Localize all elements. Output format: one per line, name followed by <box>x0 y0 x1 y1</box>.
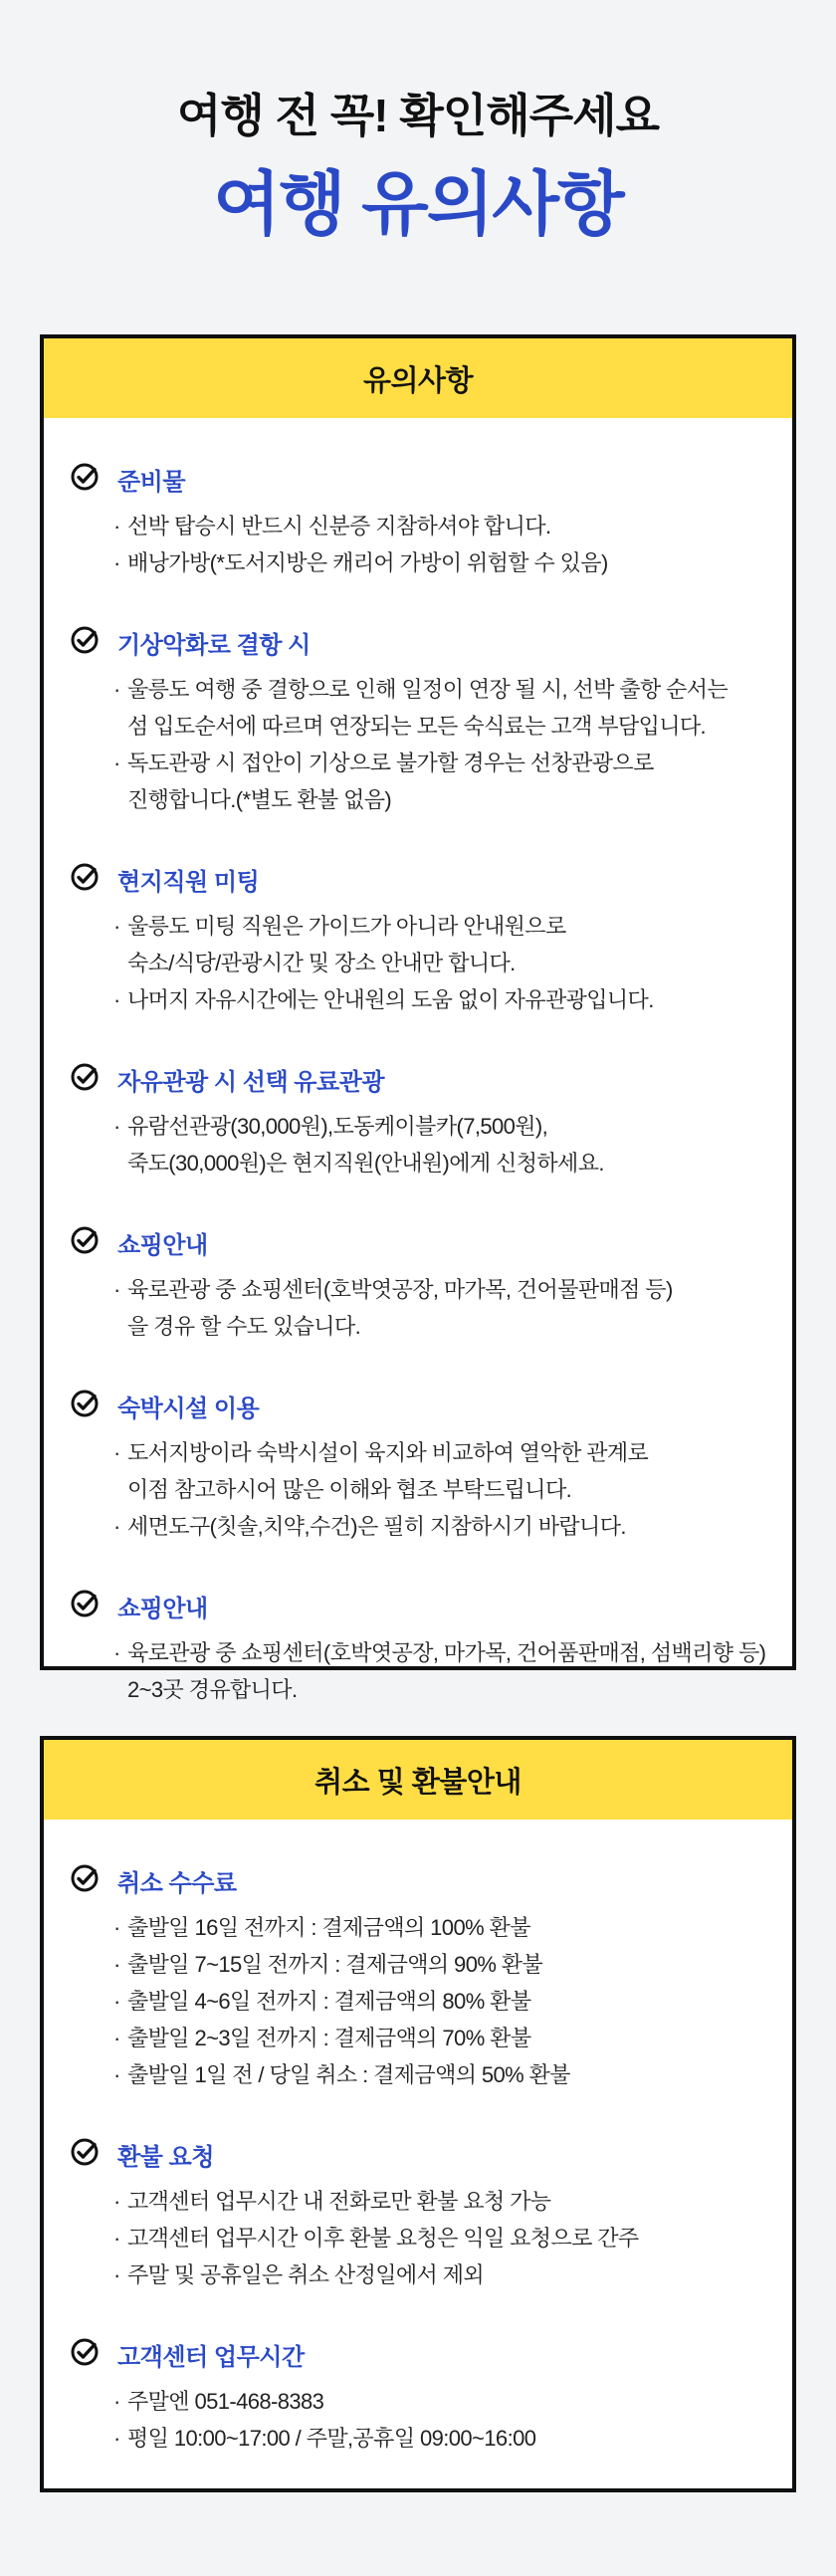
list-item <box>113 1909 766 1946</box>
list-item <box>113 981 766 1018</box>
section-title <box>70 1859 766 1901</box>
list-item-text: 세면도구(칫솔,치약,수건)은 필히 지참하시기 바랍니다. <box>127 1514 626 1539</box>
list-item-text: 출발일 2~3일 전까지 : 결제금액의 70% 환불 <box>127 2026 531 2050</box>
bullet-dot: · <box>113 677 120 702</box>
check-circle-icon <box>70 862 117 897</box>
list-item-text: 배낭가방(*도서지방은 캐리어 가방이 위험할 수 있음) <box>127 550 608 575</box>
section-item-list <box>70 1434 766 1545</box>
notice-section <box>70 1221 766 1345</box>
notice-section <box>70 2333 766 2457</box>
list-item <box>113 1108 766 1181</box>
section-title-label: 쇼핑안내 <box>117 1231 208 1259</box>
list-item-text: 육로관광 중 쇼핑센터(호박엿공장, 마가목, 건어품판매점, 섬백리향 등) 2~3곳 경유합니다. <box>127 1640 766 1702</box>
notice-section <box>70 458 766 581</box>
section-item-list <box>70 1909 766 2093</box>
list-item <box>113 2056 766 2093</box>
list-item <box>113 1434 766 1508</box>
section-title-label: 숙박시설 이용 <box>117 1395 260 1422</box>
section-item-list <box>70 1108 766 1181</box>
section-title-label: 쇼핑안내 <box>117 1595 208 1622</box>
section-title-label: 환불 요청 <box>117 2143 214 2171</box>
section-item-list <box>70 2383 766 2457</box>
refund-card-body <box>44 1820 792 2457</box>
bullet-dot: · <box>113 2062 120 2087</box>
bullet-dot: · <box>113 914 120 939</box>
list-item-text: 출발일 4~6일 전까지 : 결제금액의 80% 환불 <box>127 1989 531 2014</box>
check-circle-icon <box>70 1062 117 1097</box>
section-title-label: 준비물 <box>117 468 186 496</box>
bullet-dot: · <box>113 2389 120 2414</box>
section-title <box>70 1221 766 1263</box>
section-title <box>70 621 766 663</box>
list-item <box>113 1946 766 1983</box>
check-circle-icon <box>70 462 117 497</box>
list-item-text: 출발일 7~15일 전까지 : 결제금액의 90% 환불 <box>127 1952 543 1977</box>
notice-section <box>70 858 766 1018</box>
section-item-list <box>70 908 766 1018</box>
bullet-dot: · <box>113 1277 120 1302</box>
notice-section <box>70 621 766 818</box>
notice-section <box>70 1859 766 2093</box>
list-item-text: 고객센터 업무시간 이후 환불 요청은 익일 요청으로 간주 <box>127 2226 639 2251</box>
list-item <box>113 908 766 981</box>
bullet-dot: · <box>113 1915 120 1940</box>
list-item-text: 주말 및 공휴일은 취소 산정일에서 제외 <box>127 2262 484 2287</box>
list-item <box>113 1271 766 1345</box>
hero-subtitle: 여행 전 꼭! 확인해주세요 <box>176 90 660 141</box>
bullet-dot: · <box>113 514 120 538</box>
section-item-list <box>70 1271 766 1345</box>
list-item <box>113 544 766 581</box>
check-circle-icon <box>70 2337 117 2372</box>
bullet-dot: · <box>113 1952 120 1977</box>
check-circle-icon <box>70 2137 117 2172</box>
check-circle-icon <box>70 1589 117 1623</box>
notice-section <box>70 1385 766 1545</box>
list-item <box>113 2256 766 2293</box>
check-circle-icon <box>70 1225 117 1260</box>
bullet-dot: · <box>113 1114 120 1139</box>
list-item <box>113 2183 766 2220</box>
bullet-dot: · <box>113 2189 120 2214</box>
bullet-dot: · <box>113 2226 120 2251</box>
list-item-text: 선박 탑승시 반드시 신분증 지참하셔야 합니다. <box>127 514 551 538</box>
check-circle-icon <box>70 1863 117 1898</box>
bullet-dot: · <box>113 987 120 1012</box>
list-item-text: 독도관광 시 접안이 기상으로 불가할 경우는 선창관광으로 진행합니다.(*별도 환불 없음) <box>127 751 654 812</box>
list-item-text: 출발일 1일 전 / 당일 취소 : 결제금액의 50% 환불 <box>127 2062 570 2087</box>
bullet-dot: · <box>113 1989 120 2014</box>
section-title-label: 취소 수수료 <box>117 1869 237 1897</box>
list-item-text: 나머지 자유시간에는 안내원의 도움 없이 자유관광입니다. <box>127 987 654 1012</box>
hero-title: 여행 유의사항 <box>213 165 623 243</box>
bullet-dot: · <box>113 2262 120 2287</box>
list-item <box>113 671 766 745</box>
list-item-text: 울릉도 여행 중 결항으로 인해 일정이 연장 될 시, 선박 출항 순서는 섬 입도순서에 따르며 연장되는 모든 숙식료는 고객 부담입니다. <box>127 677 729 739</box>
refund-card-header: 취소 및 환불안내 <box>44 1740 792 1820</box>
notice-card-body <box>44 418 792 1708</box>
bullet-dot: · <box>113 2426 120 2451</box>
section-title <box>70 1058 766 1100</box>
notice-card <box>40 334 796 1702</box>
list-item <box>113 508 766 544</box>
list-item-text: 도서지방이라 숙박시설이 육지와 비교하여 열악한 관계로 이점 참고하시어 많은 이해와 협조 부탁드립니다. <box>127 1440 649 1502</box>
section-title-label: 현지직원 미팅 <box>117 868 260 896</box>
list-item-text: 유람선관광(30,000원),도동케이블카(7,500원), 죽도(30,000원)은 현지직원(안내원)에게 신청하세요. <box>127 1114 604 1176</box>
bullet-dot: · <box>113 550 120 575</box>
notice-section <box>70 2133 766 2293</box>
notice-card-header: 유의사항 <box>44 338 792 418</box>
section-title-label: 자유관광 시 선택 유료관광 <box>117 1068 385 1096</box>
list-item <box>113 1983 766 2020</box>
section-title <box>70 2133 766 2175</box>
refund-card <box>40 1736 796 2492</box>
list-item-text: 출발일 16일 전까지 : 결제금액의 100% 환불 <box>127 1915 530 1940</box>
check-circle-icon <box>70 625 117 660</box>
list-item <box>113 2383 766 2420</box>
list-item <box>113 2220 766 2256</box>
section-title <box>70 1385 766 1426</box>
bullet-dot: · <box>113 2026 120 2050</box>
section-title-label: 고객센터 업무시간 <box>117 2343 305 2371</box>
list-item <box>113 745 766 818</box>
section-item-list <box>70 671 766 818</box>
section-title <box>70 2333 766 2375</box>
list-item-text: 평일 10:00~17:00 / 주말,공휴일 09:00~16:00 <box>127 2426 536 2451</box>
section-title-label: 기상악화로 결항 시 <box>117 631 311 659</box>
section-item-list <box>70 2183 766 2293</box>
bullet-dot: · <box>113 1440 120 1465</box>
bullet-dot: · <box>113 1514 120 1539</box>
check-circle-icon <box>70 1389 117 1423</box>
list-item-text: 고객센터 업무시간 내 전화로만 환불 요청 가능 <box>127 2189 551 2214</box>
list-item-text: 울릉도 미팅 직원은 가이드가 아니라 안내원으로 숙소/식당/관광시간 및 장소 안내만 합니다. <box>127 914 566 975</box>
list-item <box>113 2420 766 2457</box>
bullet-dot: · <box>113 1640 120 1665</box>
bullet-dot: · <box>113 751 120 775</box>
section-title <box>70 1585 766 1626</box>
section-title <box>70 858 766 900</box>
list-item <box>113 1508 766 1545</box>
section-item-list <box>70 1634 766 1708</box>
notice-section <box>70 1058 766 1181</box>
list-item <box>113 1634 766 1708</box>
section-item-list <box>70 508 766 581</box>
notice-section <box>70 1585 766 1708</box>
list-item <box>113 2020 766 2056</box>
section-title <box>70 458 766 500</box>
hero-header <box>0 88 836 245</box>
list-item-text: 육로관광 중 쇼핑센터(호박엿공장, 마가목, 건어물판매점 등) 을 경유 할 수도 있습니다. <box>127 1277 673 1339</box>
list-item-text: 주말엔 051-468-8383 <box>127 2389 324 2414</box>
